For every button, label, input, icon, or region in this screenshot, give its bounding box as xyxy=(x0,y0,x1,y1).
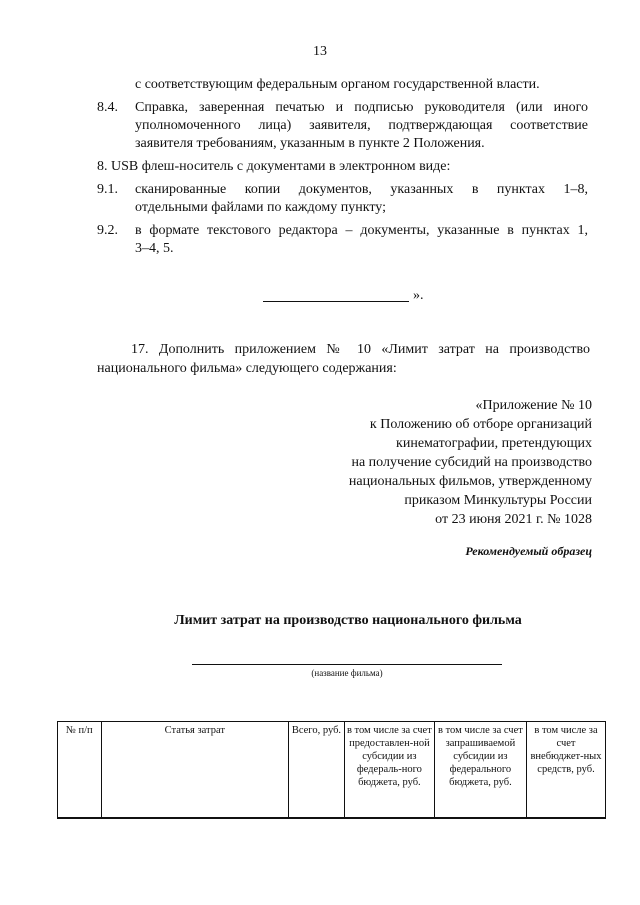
appendix-header-line-4: на получение субсидий на производство xyxy=(351,455,592,470)
page-number: 13 xyxy=(313,44,327,59)
signature-line xyxy=(263,301,409,302)
header-number: № п/п xyxy=(58,722,102,819)
appendix-header-line-1: «Приложение № 10 xyxy=(475,398,592,413)
sample-label: Рекомендуемый образец xyxy=(465,544,592,558)
appendix-header-line-7: от 23 июня 2021 г. № 1028 xyxy=(435,512,592,527)
appendix-header-line-6: приказом Минкультуры России xyxy=(404,493,592,508)
item-8-4-line-3: заявителя требованиям, указанным в пункте 2 Положения. xyxy=(135,136,485,151)
item-9-1-line-2: отдельными файлами по каждому пункту; xyxy=(135,200,386,215)
item-8-4-number: 8.4. xyxy=(97,100,118,115)
appendix-header-line-5: национальных фильмов, утвержденному xyxy=(348,474,592,489)
closing-quote: ». xyxy=(413,288,424,303)
continuation-line: с соответствующим федеральным органом государственной власти. xyxy=(135,77,540,92)
film-name-caption: (название фильма) xyxy=(311,668,383,678)
appendix-header-line-2: к Положению об отборе организаций xyxy=(369,417,592,432)
item-9-1-number: 9.1. xyxy=(97,182,118,197)
header-extrabudgetary: в том числе за счет внебюджет-ных средств, руб. xyxy=(526,722,605,819)
item-9-2-line-2: 3–4, 5. xyxy=(135,241,174,256)
cost-table xyxy=(57,721,606,819)
item-8-4-line-2: уполномоченного лица) заявителя, подтверждающая соответствие xyxy=(135,118,588,133)
header-provided-subsidy: в том числе за счет предоставлен-ной субсидии из федераль-ного бюджета, руб. xyxy=(344,722,434,819)
item-9-1-line-1: сканированные копии документов, указанных в пунктах 1–8, xyxy=(135,182,588,197)
appendix-header-line-3: кинематографии, претендующих xyxy=(396,436,592,451)
item-9-2-line-1: в формате текстового редактора – документы, указанные в пунктах 1, xyxy=(135,223,588,238)
header-requested-subsidy: в том числе за счет запрашиваемой субсидии из федерального бюджета, руб. xyxy=(434,722,526,819)
item-8-text: 8. USB флеш-носитель с документами в электронном виде: xyxy=(97,159,451,174)
film-name-line xyxy=(192,664,502,665)
item-17-line-2: национального фильма» следующего содержания: xyxy=(97,361,397,376)
table-header-row xyxy=(58,722,606,819)
header-cost-item: Статья затрат xyxy=(101,722,288,819)
item-8-4-line-1: Справка, заверенная печатью и подписью руководителя (или иного xyxy=(135,100,588,115)
header-total: Всего, руб. xyxy=(289,722,345,819)
item-17-line-1: 17. Дополнить приложением № 10 «Лимит затрат на производство xyxy=(131,342,590,357)
document-title: Лимит затрат на производство национального фильма xyxy=(174,613,522,628)
item-9-2-number: 9.2. xyxy=(97,223,118,238)
